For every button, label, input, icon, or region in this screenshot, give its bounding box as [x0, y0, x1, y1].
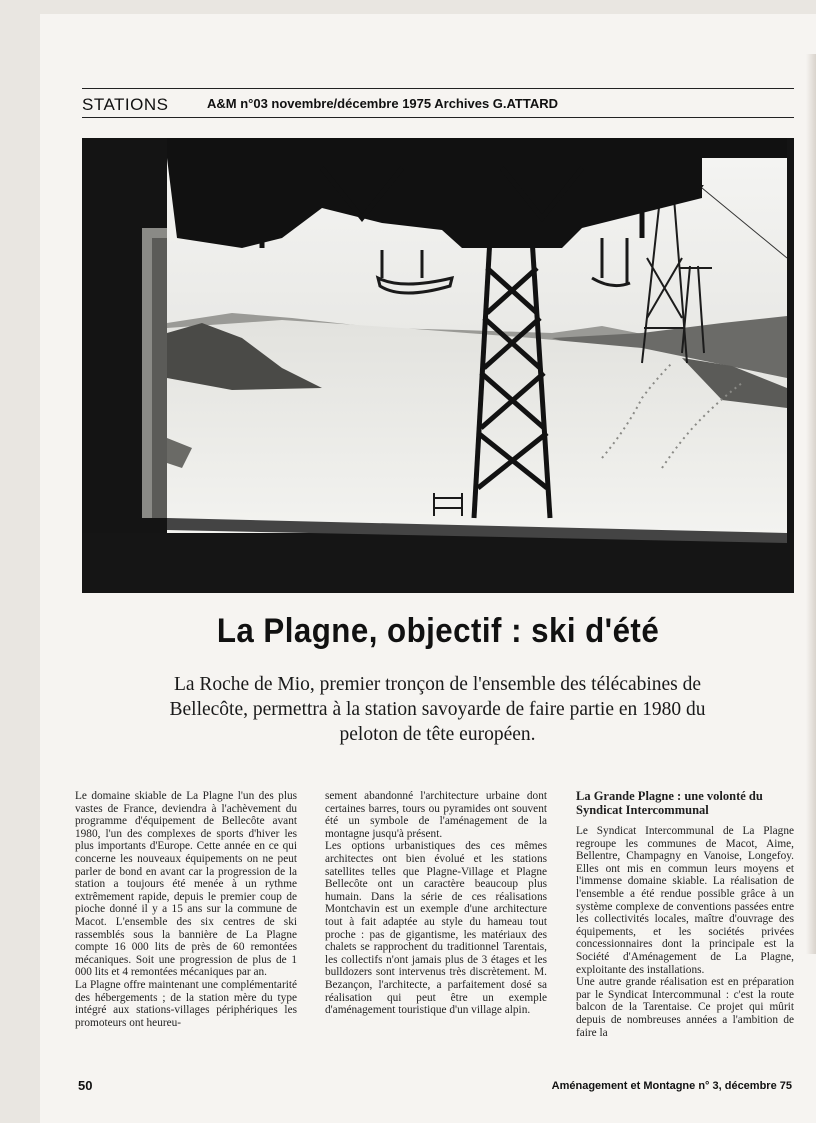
ski-lift-photo: [82, 138, 794, 593]
page-number: 50: [78, 1078, 93, 1093]
section-label: STATIONS: [82, 95, 169, 114]
column-heading: La Grande Plagne : une volonté du Syndicat Intercommunal: [576, 789, 763, 817]
paragraph: sement abandonné l'architecture urbaine dont certaines barres, tours ou pyramides ont souvent été un symbole de l'aménagement de la montagne jusqu'à présent.: [325, 790, 547, 840]
paragraph: Le domaine skiable de La Plagne l'un des plus vastes de France, deviendra à l'achèvement du programme d'équipement de Bellecôte avant 1980, l'un des complexes de sports d'hiver les plus importants d'Europe. Cette année en ce qui concerne les nouveaux équipements on ne peut parler de bond en avant car la progression de la station a toujours été menée à un rythme extrêmement rapide, depuis le premier coup de pioche donné il y a 15 ans sur la commune de Macot. L'ensemble des six centres de ski rassemblés sous la bannière de La Plagne compte 16 000 lits de près de 60 remontées mécaniques. Soit une progression de plus de 1 000 lits et 4 remontées mécaniques par an.: [75, 790, 297, 979]
paragraph: Une autre grande réalisation est en préparation par le Syndicat Intercommunal : c'est la route balcon de la Tarentaise. Ce projet qui mûrit depuis de nombreuses années a l'ambition de faire la: [576, 976, 794, 1039]
paragraph: Les options urbanistiques des ces mêmes architectes ont bien évolué et les stations satellites telles que Plagne-Village et Plagne Bellecôte ont un caractère beaucoup plus humain. Dans la série de ces réalisations Montchavin est un exemple d'une architecture tout à fait adaptée au style du hameau tout proche : pas de gigantisme, les matériaux des chalets se rapprochent du traditionnel Tarentais, les collectifs n'ont jamais plus de 3 étages et les bulldozers sont intervenus très discrètement. M. Bezançon, l'architecte, a parfaitement dosé sa réalisation qui peut être un exemple d'aménagement touristique d'un village alpin.: [325, 840, 547, 1017]
paragraph: Le Syndicat Intercommunal de La Plagne regroupe les communes de Macot, Aime, Bellentre, Champagny en Vanoise, Longefoy. Elles ont mis en commun leurs moyens et l'immense domaine skiable. La réalisation de l'ensemble a été rendue possible grâce à un système complexe de conventions passées entre les collectivités locales, maître d'ouvrage des équipements, et les sociétés privées concessionnaires dont la principale est la Société d'Aménagement de La Plagne, exploitante des installations.: [576, 825, 794, 976]
article-column-2: [325, 790, 547, 1017]
page-header: [82, 88, 794, 118]
photo-illustration: [82, 138, 794, 593]
magazine-footer: Aménagement et Montagne n° 3, décembre 75: [551, 1080, 792, 1092]
article-column-3: [576, 790, 794, 1039]
paragraph: La Plagne offre maintenant une complémentarité des hébergements ; de la station mère du type intégré aux stations-villages périphériques les promoteurs ont heureu-: [75, 978, 297, 1029]
article-column-1: [75, 790, 297, 1029]
article-title: La Plagne, objectif : ski d'été: [216, 612, 660, 650]
page-edge-shadow: [806, 54, 816, 954]
archive-label: A&M n°03 novembre/décembre 1975 Archives G.ATTARD: [207, 96, 559, 111]
article-subtitle: La Roche de Mio, premier tronçon de l'ensemble des télécabines de Bellecôte, permettra à la station savoyarde de faire partie en 1980 du peloton de tête européen.: [169, 674, 706, 745]
